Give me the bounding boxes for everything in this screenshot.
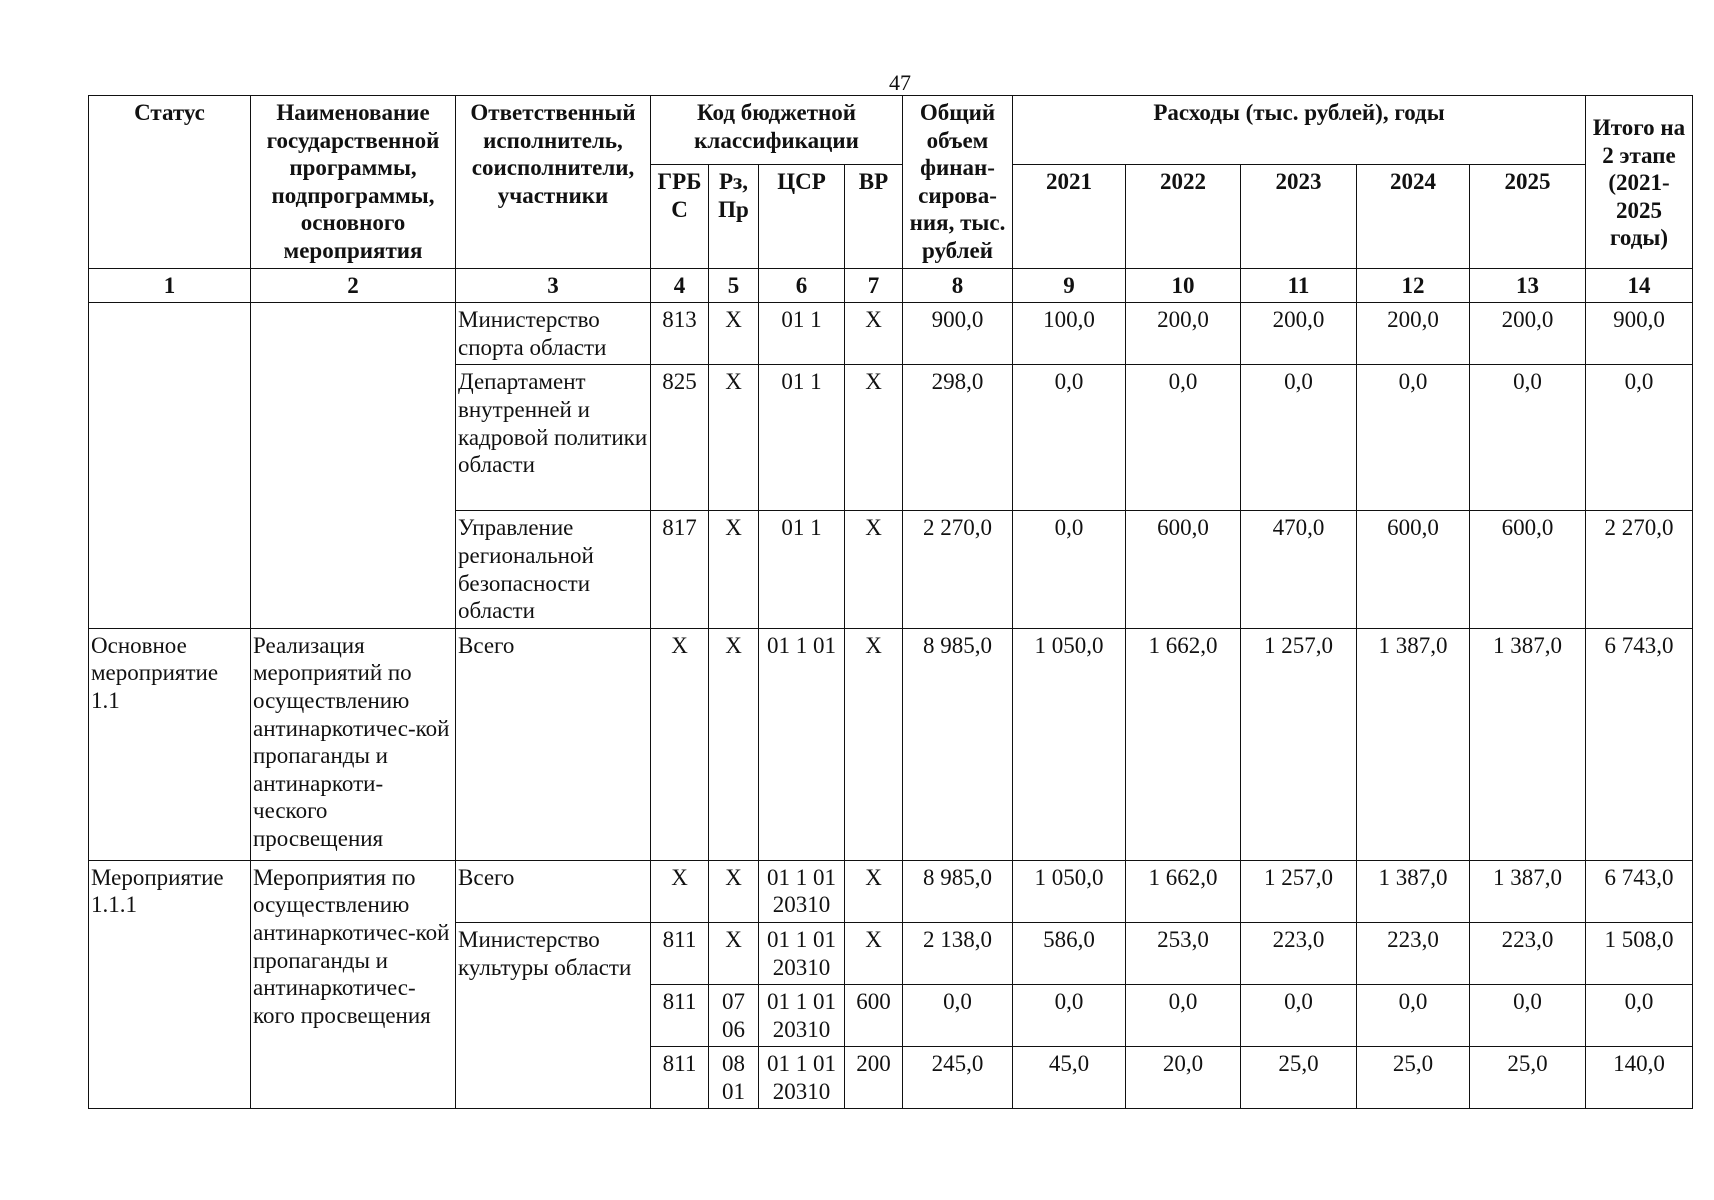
stage-total-cell: 6 743,0 xyxy=(1586,628,1693,860)
grbs-cell: 811 xyxy=(651,1047,709,1109)
year-2025-cell: 1 387,0 xyxy=(1470,860,1586,922)
year-2021-cell: 586,0 xyxy=(1013,922,1126,984)
csr-cell: 01 1 01 20310 xyxy=(759,1047,845,1109)
year-2021-cell: 1 050,0 xyxy=(1013,860,1126,922)
program-name-cell xyxy=(251,303,456,629)
header-program-name: Наименование государственной программы, подпрограммы, основного мероприятия xyxy=(251,96,456,269)
year-2021-cell: 45,0 xyxy=(1013,1047,1126,1109)
status-cell xyxy=(89,303,251,629)
program-name-cell: Мероприятия по осуществлению антинаркотичес-кой пропаганды и антинаркотичес-кого просвещения xyxy=(251,860,456,1109)
total-cell: 0,0 xyxy=(903,985,1013,1047)
year-2021-cell: 0,0 xyxy=(1013,511,1126,628)
header-year-2022: 2022 xyxy=(1126,165,1241,268)
header-total-volume: Общий объем финан-сирова-ния, тыс. рублей xyxy=(903,96,1013,269)
year-2021-cell: 1 050,0 xyxy=(1013,628,1126,860)
rzpr-cell: Х xyxy=(709,860,759,922)
total-cell: 8 985,0 xyxy=(903,628,1013,860)
year-2024-cell: 0,0 xyxy=(1357,985,1470,1047)
header-grbs: ГРБС xyxy=(651,165,709,268)
vr-cell: 200 xyxy=(845,1047,903,1109)
year-2025-cell: 600,0 xyxy=(1470,511,1586,628)
table-row xyxy=(89,628,1693,860)
grbs-cell: 817 xyxy=(651,511,709,628)
col-number: 14 xyxy=(1586,268,1693,303)
vr-cell: 600 xyxy=(845,985,903,1047)
vr-cell: Х xyxy=(845,303,903,365)
rzpr-cell: Х xyxy=(709,511,759,628)
col-number: 4 xyxy=(651,268,709,303)
vr-cell: Х xyxy=(845,628,903,860)
rzpr-cell: 08 01 xyxy=(709,1047,759,1109)
year-2022-cell: 1 662,0 xyxy=(1126,628,1241,860)
year-2024-cell: 223,0 xyxy=(1357,922,1470,984)
year-2023-cell: 25,0 xyxy=(1241,1047,1357,1109)
year-2024-cell: 600,0 xyxy=(1357,511,1470,628)
csr-cell: 01 1 01 20310 xyxy=(759,985,845,1047)
total-cell: 2 270,0 xyxy=(903,511,1013,628)
rzpr-cell: 07 06 xyxy=(709,985,759,1047)
col-number: 13 xyxy=(1470,268,1586,303)
year-2024-cell: 25,0 xyxy=(1357,1047,1470,1109)
header-year-2021: 2021 xyxy=(1013,165,1126,268)
grbs-cell: 813 xyxy=(651,303,709,365)
vr-cell: Х xyxy=(845,860,903,922)
grbs-cell: 811 xyxy=(651,985,709,1047)
year-2021-cell: 0,0 xyxy=(1013,365,1126,511)
total-cell: 245,0 xyxy=(903,1047,1013,1109)
stage-total-cell: 140,0 xyxy=(1586,1047,1693,1109)
col-number: 1 xyxy=(89,268,251,303)
year-2022-cell: 0,0 xyxy=(1126,985,1241,1047)
executor-cell: Управление региональной безопасности области xyxy=(456,511,651,628)
stage-total-cell: 2 270,0 xyxy=(1586,511,1693,628)
header-status: Статус xyxy=(89,96,251,269)
vr-cell: Х xyxy=(845,511,903,628)
year-2025-cell: 25,0 xyxy=(1470,1047,1586,1109)
header-expenses: Расходы (тыс. рублей), годы xyxy=(1013,96,1586,165)
vr-cell: Х xyxy=(845,922,903,984)
col-number: 10 xyxy=(1126,268,1241,303)
rzpr-cell: Х xyxy=(709,922,759,984)
header-csr: ЦСР xyxy=(759,165,845,268)
executor-cell: Всего xyxy=(456,860,651,922)
year-2023-cell: 200,0 xyxy=(1241,303,1357,365)
header-executor: Ответственный исполнитель, соисполнители, участники xyxy=(456,96,651,269)
year-2022-cell: 253,0 xyxy=(1126,922,1241,984)
col-number: 9 xyxy=(1013,268,1126,303)
year-2022-cell: 0,0 xyxy=(1126,365,1241,511)
total-cell: 2 138,0 xyxy=(903,922,1013,984)
year-2025-cell: 0,0 xyxy=(1470,985,1586,1047)
csr-cell: 01 1 01 20310 xyxy=(759,860,845,922)
year-2025-cell: 0,0 xyxy=(1470,365,1586,511)
executor-cell: Всего xyxy=(456,628,651,860)
program-name-cell: Реализация мероприятий по осуществлению антинаркотичес-кой пропаганды и антинаркоти-ческого просвещения xyxy=(251,628,456,860)
header-rzpr: Рз, Пр xyxy=(709,165,759,268)
executor-cell: Министерство спорта области xyxy=(456,303,651,365)
col-number: 6 xyxy=(759,268,845,303)
year-2023-cell: 0,0 xyxy=(1241,985,1357,1047)
total-cell: 900,0 xyxy=(903,303,1013,365)
rzpr-cell: Х xyxy=(709,365,759,511)
csr-cell: 01 1 xyxy=(759,365,845,511)
grbs-cell: Х xyxy=(651,860,709,922)
header-budget-code: Код бюджетной классификации xyxy=(651,96,903,165)
year-2024-cell: 0,0 xyxy=(1357,365,1470,511)
col-number: 8 xyxy=(903,268,1013,303)
table-row xyxy=(89,303,1693,365)
year-2023-cell: 1 257,0 xyxy=(1241,628,1357,860)
col-number: 2 xyxy=(251,268,456,303)
stage-total-cell: 6 743,0 xyxy=(1586,860,1693,922)
col-number: 11 xyxy=(1241,268,1357,303)
col-number: 5 xyxy=(709,268,759,303)
year-2022-cell: 1 662,0 xyxy=(1126,860,1241,922)
year-2024-cell: 200,0 xyxy=(1357,303,1470,365)
total-cell: 298,0 xyxy=(903,365,1013,511)
csr-cell: 01 1 xyxy=(759,511,845,628)
stage-total-cell: 900,0 xyxy=(1586,303,1693,365)
year-2021-cell: 100,0 xyxy=(1013,303,1126,365)
grbs-cell: 811 xyxy=(651,922,709,984)
total-cell: 8 985,0 xyxy=(903,860,1013,922)
header-vr: ВР xyxy=(845,165,903,268)
header-total-stage: Итого на 2 этапе (2021-2025 годы) xyxy=(1586,96,1693,269)
header-year-2023: 2023 xyxy=(1241,165,1357,268)
year-2021-cell: 0,0 xyxy=(1013,985,1126,1047)
year-2025-cell: 223,0 xyxy=(1470,922,1586,984)
col-number: 3 xyxy=(456,268,651,303)
header-year-2025: 2025 xyxy=(1470,165,1586,268)
vr-cell: Х xyxy=(845,365,903,511)
csr-cell: 01 1 01 20310 xyxy=(759,922,845,984)
page-number: 47 xyxy=(889,70,911,95)
column-number-row xyxy=(89,268,1693,303)
header-row-1 xyxy=(89,96,1693,165)
status-cell: Основное мероприятие 1.1 xyxy=(89,628,251,860)
grbs-cell: 825 xyxy=(651,365,709,511)
year-2024-cell: 1 387,0 xyxy=(1357,860,1470,922)
csr-cell: 01 1 xyxy=(759,303,845,365)
rzpr-cell: Х xyxy=(709,628,759,860)
year-2022-cell: 200,0 xyxy=(1126,303,1241,365)
year-2025-cell: 200,0 xyxy=(1470,303,1586,365)
year-2023-cell: 0,0 xyxy=(1241,365,1357,511)
year-2022-cell: 600,0 xyxy=(1126,511,1241,628)
year-2025-cell: 1 387,0 xyxy=(1470,628,1586,860)
year-2022-cell: 20,0 xyxy=(1126,1047,1241,1109)
status-cell: Мероприятие 1.1.1 xyxy=(89,860,251,1109)
year-2023-cell: 223,0 xyxy=(1241,922,1357,984)
stage-total-cell: 1 508,0 xyxy=(1586,922,1693,984)
budget-table xyxy=(88,95,1693,1109)
table-row xyxy=(89,860,1693,922)
executor-cell: Министерство культуры области xyxy=(456,922,651,1109)
year-2023-cell: 1 257,0 xyxy=(1241,860,1357,922)
col-number: 7 xyxy=(845,268,903,303)
year-2023-cell: 470,0 xyxy=(1241,511,1357,628)
rzpr-cell: Х xyxy=(709,303,759,365)
csr-cell: 01 1 01 xyxy=(759,628,845,860)
stage-total-cell: 0,0 xyxy=(1586,365,1693,511)
stage-total-cell: 0,0 xyxy=(1586,985,1693,1047)
executor-cell: Департамент внутренней и кадровой политики области xyxy=(456,365,651,511)
col-number: 12 xyxy=(1357,268,1470,303)
grbs-cell: Х xyxy=(651,628,709,860)
header-year-2024: 2024 xyxy=(1357,165,1470,268)
year-2024-cell: 1 387,0 xyxy=(1357,628,1470,860)
